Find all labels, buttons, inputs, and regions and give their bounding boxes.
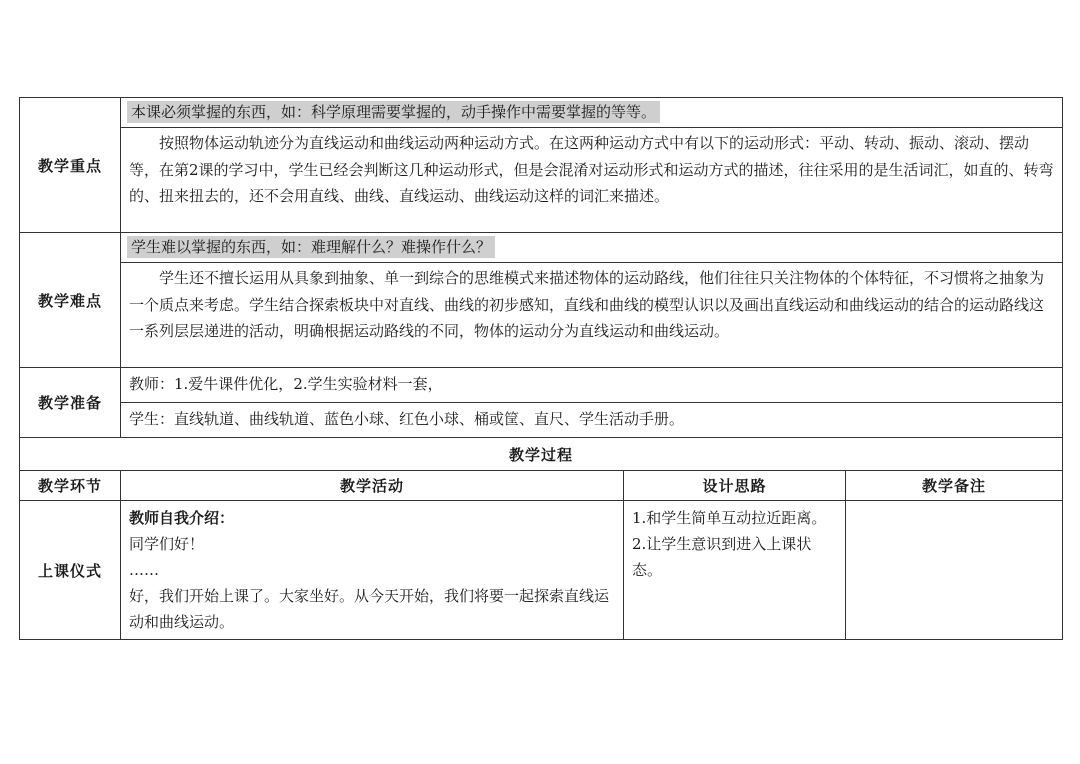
key-points-label: 教学重点 <box>20 98 121 233</box>
process-header-row <box>20 471 1063 501</box>
header-design: 设计思路 <box>624 471 846 501</box>
key-points-hint-cell <box>121 98 1063 128</box>
design-text: 1.和学生简单互动拉近距离。2.让学生意识到进入上课状态。 <box>632 509 827 579</box>
preparation-teacher-cell <box>121 368 1063 403</box>
difficulties-hint: 学生难以掌握的东西，如：难理解什么？难操作什么？ <box>127 236 495 258</box>
header-activity: 教学活动 <box>121 471 624 501</box>
activity-title: 教师自我介绍： <box>129 509 235 527</box>
difficulties-body-row <box>20 263 1063 368</box>
preparation-student: 学生：直线轨道、曲线轨道、蓝色小球、红色小球、桶或筐、直尺、学生活动手册。 <box>129 410 685 428</box>
activity-content <box>121 501 623 639</box>
preparation-label: 教学准备 <box>20 368 121 438</box>
key-points-cell <box>121 128 1063 233</box>
key-points-hint-row <box>20 98 1063 128</box>
lesson-plan-sheet <box>19 97 1062 640</box>
key-points-text: 按照物体运动轨迹分为直线运动和曲线运动两种运动方式。在这两种运动方式中有以下的运动形式：平动、转动、振动、滚动、摆动等，在第2课的学习中，学生已经会判断这几种运动形式，但是会混淆对运动形式和运动方式的描述，往往采用的是生活词汇，如直的、转弯的、扭来扭去的，还不会用直线、曲线、直线运动、曲线运动这样的词汇来描述。 <box>129 134 1054 205</box>
header-stage: 教学环节 <box>20 471 121 501</box>
difficulties-text: 学生还不擅长运用从具象到抽象、单一到综合的思维模式来描述物体的运动路线，他们往往只关注物体的个体特征，不习惯将之抽象为一个质点来考虑。学生结合探索板块中对直线、曲线的初步感知，直线和曲线的模型认识以及画出直线运动和曲线运动的结合的运动路线这一系列层层递进的活动，明确根据运动路线的不同，物体的运动分为直线运动和曲线运动。 <box>129 269 1045 340</box>
process-row <box>20 501 1063 640</box>
process-title: 教学过程 <box>20 438 1063 471</box>
preparation-teacher: 教师：1.爱牛课件优化，2.学生实验材料一套， <box>129 375 443 393</box>
preparation-student-cell <box>121 403 1063 438</box>
preparation-teacher-row <box>20 368 1063 403</box>
process-title-row <box>20 438 1063 471</box>
difficulties-cell <box>121 263 1063 368</box>
activity-line-3: 好，我们开始上课了。大家坐好。从今天开始，我们将要一起探索直线运动和曲线运动。 <box>129 587 610 631</box>
difficulties-hint-row <box>20 233 1063 263</box>
activity-line-2: …… <box>129 561 159 579</box>
header-notes: 教学备注 <box>846 471 1063 501</box>
difficulties-hint-cell <box>121 233 1063 263</box>
lesson-plan-table <box>19 97 1063 640</box>
key-points-hint: 本课必须掌握的东西，如：科学原理需要掌握的，动手操作中需要掌握的等等。 <box>127 101 660 123</box>
key-points-body-row <box>20 128 1063 233</box>
difficulties-label: 教学难点 <box>20 233 121 368</box>
notes-cell <box>846 501 1063 640</box>
activity-line-1: 同学们好！ <box>129 535 205 553</box>
stage-cell: 上课仪式 <box>20 501 121 640</box>
design-cell <box>624 501 846 640</box>
preparation-student-row <box>20 403 1063 438</box>
activity-cell <box>121 501 624 640</box>
